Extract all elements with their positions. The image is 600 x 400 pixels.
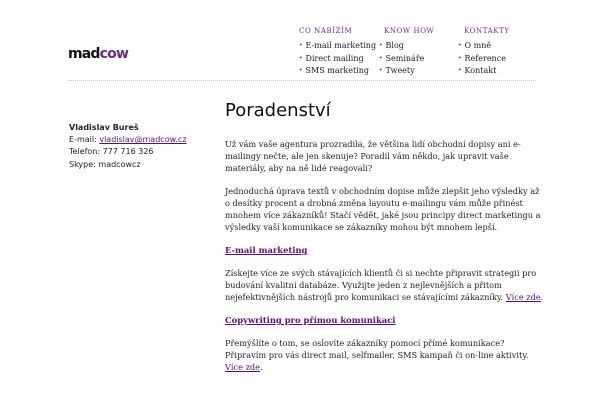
nav-link-references[interactable]: Reference (464, 53, 506, 63)
nav-item-seminars[interactable] (379, 53, 434, 66)
nav-link-direct-mailing[interactable]: Direct mailing (305, 53, 364, 63)
nav-column-know-how (379, 26, 434, 78)
bullet-icon: • (379, 67, 383, 74)
nav-item-sms-marketing[interactable] (299, 65, 376, 78)
bullet-icon: • (299, 67, 303, 74)
nav-item-contact[interactable] (458, 65, 510, 78)
contact-email-link[interactable]: vladislav@madcow.cz (99, 135, 187, 145)
contact-name: Vladislav Bureš (69, 123, 139, 132)
nav-item-blog[interactable] (379, 40, 434, 53)
section-heading-email-marketing (225, 244, 545, 256)
logo-text-mad: mad (68, 46, 100, 62)
nav-item-references[interactable] (458, 53, 510, 66)
bullet-icon: • (299, 54, 303, 62)
intro-paragraph-2: Jednoduchá úprava textů v obchodním dopise může zlepšit jeho výsledky až o desítky procent a drobná změna layoutu e-mailingu vám může přinést mnohem více zákazníků! Stačí vědět, jaké jsou principy direct marketingu a výsledky vaší komunikace se zákazníky mohou být mnohem lepší. (225, 186, 541, 232)
intro-paragraph-1: Už vám vaše agentura prozradila, že většina lidí obchodní dopisy ani e-mailingy nečte, ale jen skenuje? Poradil vám někdo, jak upravit vaše materiály, aby na ně lidé reagovali? (225, 139, 521, 173)
copywriting-text: Přemýšlíte o tom, se oslovíte zákazníky pomocí přímé komunikace? Připravím pro vás direct mail, selfmailer, SMS kampaň či on-line aktivity. (225, 338, 529, 360)
contact-skype: Skype: madcowcz (69, 159, 141, 169)
nav-link-email-marketing[interactable]: E-mail marketing (305, 41, 377, 50)
email-marketing-heading-link[interactable]: E-mail marketing (225, 245, 308, 255)
nav-link-tweets[interactable]: Tweety (385, 66, 415, 75)
nav-heading-contacts: KONTAKTY (464, 27, 510, 35)
nav-heading-know-how: KNOW HOW (384, 27, 435, 35)
nav-column-contacts (458, 26, 510, 78)
nav-item-email-marketing[interactable] (299, 40, 376, 53)
logo-text-cow: cow (99, 46, 129, 62)
email-marketing-text: Získejte více ze svých stávajících klientů či si nechte připravit strategii pro budování kvalitní databáze. Využijte jeden z nejlevnějších a přitom nejefektivnějších nástrojů pro komunikaci se stávajícími zákazníky. (225, 268, 537, 302)
period: . (540, 292, 544, 302)
nav-item-tweets[interactable] (379, 65, 434, 78)
period: . (259, 362, 263, 372)
page-title: Poradenství (225, 100, 331, 121)
nav-link-contact[interactable]: Kontakt (464, 66, 497, 75)
nav-link-sms-marketing[interactable]: SMS marketing (305, 66, 370, 75)
contact-phone: Telefon: 777 716 326 (69, 147, 154, 157)
nav-item-direct-mailing[interactable] (299, 53, 376, 66)
section-paragraph-copywriting (225, 337, 545, 373)
bullet-icon: • (458, 54, 462, 62)
contact-email-row (69, 134, 209, 146)
section-heading-copywriting (225, 314, 545, 326)
more-link-email-marketing[interactable]: Více zde (505, 292, 541, 302)
nav-heading-offer: CO NABÍZÍM (299, 27, 353, 35)
nav-link-seminars[interactable]: Semináře (385, 53, 425, 63)
copywriting-heading-link[interactable]: Copywriting pro přímou komunikaci (225, 315, 396, 325)
more-link-copywriting[interactable]: Více zde (225, 362, 260, 372)
madcow-logo[interactable] (68, 46, 128, 62)
nav-link-about-me[interactable]: O mně (464, 41, 492, 50)
bullet-icon: • (379, 54, 383, 62)
nav-item-about-me[interactable] (458, 40, 510, 53)
nav-column-offer (299, 26, 376, 78)
contact-email-label: E-mail: (69, 135, 100, 145)
bullet-icon: • (458, 67, 462, 74)
main-content (225, 100, 545, 384)
header-divider (68, 80, 536, 81)
bullet-icon: • (299, 42, 303, 49)
contact-block (69, 122, 209, 171)
section-paragraph-email-marketing (225, 267, 545, 303)
nav-link-blog[interactable]: Blog (385, 41, 404, 50)
bullet-icon: • (379, 42, 383, 49)
bullet-icon: • (458, 42, 462, 49)
